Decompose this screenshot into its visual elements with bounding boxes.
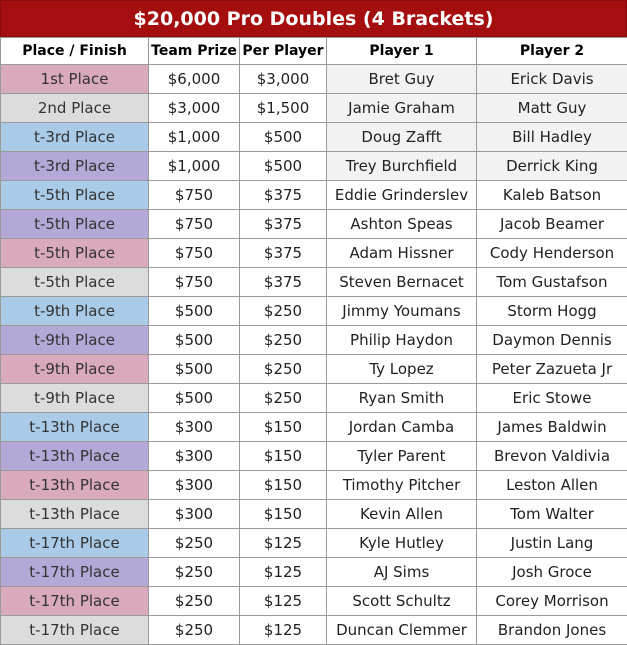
per-player-cell: $125 bbox=[240, 587, 327, 616]
per-player-cell: $150 bbox=[240, 471, 327, 500]
player-2-cell: Kaleb Batson bbox=[477, 181, 627, 210]
player-1-cell: Philip Haydon bbox=[327, 326, 477, 355]
player-1-cell: Scott Schultz bbox=[327, 587, 477, 616]
results-body bbox=[1, 65, 627, 645]
per-player-cell: $150 bbox=[240, 500, 327, 529]
place-cell: t-5th Place bbox=[1, 210, 149, 239]
place-cell: t-17th Place bbox=[1, 529, 149, 558]
per-player-cell: $150 bbox=[240, 442, 327, 471]
table-row bbox=[1, 152, 627, 181]
player-2-cell: Justin Lang bbox=[477, 529, 627, 558]
per-player-cell: $500 bbox=[240, 152, 327, 181]
player-1-cell: Ryan Smith bbox=[327, 384, 477, 413]
place-cell: t-5th Place bbox=[1, 268, 149, 297]
player-2-cell: Erick Davis bbox=[477, 65, 627, 94]
player-1-cell: Bret Guy bbox=[327, 65, 477, 94]
place-cell: 1st Place bbox=[1, 65, 149, 94]
team-prize-cell: $250 bbox=[149, 558, 240, 587]
per-player-cell: $375 bbox=[240, 210, 327, 239]
place-cell: t-13th Place bbox=[1, 413, 149, 442]
player-1-cell: AJ Sims bbox=[327, 558, 477, 587]
team-prize-cell: $1,000 bbox=[149, 152, 240, 181]
table-row bbox=[1, 326, 627, 355]
place-cell: t-9th Place bbox=[1, 326, 149, 355]
table-row bbox=[1, 616, 627, 645]
player-1-cell: Adam Hissner bbox=[327, 239, 477, 268]
player-2-cell: Cody Henderson bbox=[477, 239, 627, 268]
player-1-cell: Jamie Graham bbox=[327, 94, 477, 123]
table-row bbox=[1, 529, 627, 558]
team-prize-cell: $3,000 bbox=[149, 94, 240, 123]
table-row bbox=[1, 65, 627, 94]
per-player-cell: $1,500 bbox=[240, 94, 327, 123]
player-2-cell: Tom Gustafson bbox=[477, 268, 627, 297]
player-1-cell: Jordan Camba bbox=[327, 413, 477, 442]
team-prize-cell: $6,000 bbox=[149, 65, 240, 94]
team-prize-cell: $500 bbox=[149, 297, 240, 326]
player-1-cell: Trey Burchfield bbox=[327, 152, 477, 181]
player-2-cell: Brevon Valdivia bbox=[477, 442, 627, 471]
team-prize-cell: $500 bbox=[149, 355, 240, 384]
table-row bbox=[1, 123, 627, 152]
team-prize-cell: $300 bbox=[149, 500, 240, 529]
team-prize-cell: $300 bbox=[149, 413, 240, 442]
team-prize-cell: $750 bbox=[149, 181, 240, 210]
player-1-cell: Ty Lopez bbox=[327, 355, 477, 384]
per-player-cell: $375 bbox=[240, 239, 327, 268]
team-prize-cell: $500 bbox=[149, 326, 240, 355]
player-2-cell: Tom Walter bbox=[477, 500, 627, 529]
player-2-cell: Matt Guy bbox=[477, 94, 627, 123]
team-prize-cell: $250 bbox=[149, 529, 240, 558]
per-player-cell: $125 bbox=[240, 558, 327, 587]
per-player-cell: $500 bbox=[240, 123, 327, 152]
player-1-cell: Tyler Parent bbox=[327, 442, 477, 471]
table-row bbox=[1, 94, 627, 123]
team-prize-cell: $250 bbox=[149, 616, 240, 645]
place-cell: t-17th Place bbox=[1, 558, 149, 587]
header-place: Place / Finish bbox=[1, 38, 149, 65]
sheet-title: $20,000 Pro Doubles (4 Brackets) bbox=[0, 0, 627, 37]
player-2-cell: Peter Zazueta Jr bbox=[477, 355, 627, 384]
table-row bbox=[1, 268, 627, 297]
place-cell: t-5th Place bbox=[1, 181, 149, 210]
player-2-cell: Brandon Jones bbox=[477, 616, 627, 645]
player-2-cell: Bill Hadley bbox=[477, 123, 627, 152]
player-2-cell: Josh Groce bbox=[477, 558, 627, 587]
player-2-cell: Daymon Dennis bbox=[477, 326, 627, 355]
player-1-cell: Duncan Clemmer bbox=[327, 616, 477, 645]
player-1-cell: Steven Bernacet bbox=[327, 268, 477, 297]
player-1-cell: Jimmy Youmans bbox=[327, 297, 477, 326]
header-team-prize: Team Prize bbox=[149, 38, 240, 65]
place-cell: t-9th Place bbox=[1, 297, 149, 326]
header-row bbox=[1, 38, 627, 65]
place-cell: t-9th Place bbox=[1, 384, 149, 413]
player-1-cell: Kevin Allen bbox=[327, 500, 477, 529]
place-cell: t-13th Place bbox=[1, 500, 149, 529]
header-per-player: Per Player bbox=[240, 38, 327, 65]
team-prize-cell: $300 bbox=[149, 442, 240, 471]
team-prize-cell: $750 bbox=[149, 268, 240, 297]
table-row bbox=[1, 210, 627, 239]
team-prize-cell: $750 bbox=[149, 210, 240, 239]
team-prize-cell: $250 bbox=[149, 587, 240, 616]
player-1-cell: Timothy Pitcher bbox=[327, 471, 477, 500]
player-2-cell: Jacob Beamer bbox=[477, 210, 627, 239]
team-prize-cell: $750 bbox=[149, 239, 240, 268]
table-row bbox=[1, 355, 627, 384]
table-row bbox=[1, 442, 627, 471]
place-cell: t-3rd Place bbox=[1, 123, 149, 152]
table-row bbox=[1, 297, 627, 326]
place-cell: t-13th Place bbox=[1, 442, 149, 471]
table-row bbox=[1, 558, 627, 587]
table-row bbox=[1, 413, 627, 442]
per-player-cell: $250 bbox=[240, 355, 327, 384]
player-2-cell: Leston Allen bbox=[477, 471, 627, 500]
player-2-cell: James Baldwin bbox=[477, 413, 627, 442]
table-row bbox=[1, 471, 627, 500]
place-cell: t-13th Place bbox=[1, 471, 149, 500]
player-2-cell: Eric Stowe bbox=[477, 384, 627, 413]
team-prize-cell: $300 bbox=[149, 471, 240, 500]
player-2-cell: Derrick King bbox=[477, 152, 627, 181]
per-player-cell: $250 bbox=[240, 384, 327, 413]
per-player-cell: $3,000 bbox=[240, 65, 327, 94]
per-player-cell: $150 bbox=[240, 413, 327, 442]
table-row bbox=[1, 239, 627, 268]
team-prize-cell: $1,000 bbox=[149, 123, 240, 152]
results-table bbox=[0, 37, 627, 645]
table-row bbox=[1, 587, 627, 616]
team-prize-cell: $500 bbox=[149, 384, 240, 413]
per-player-cell: $375 bbox=[240, 268, 327, 297]
place-cell: t-5th Place bbox=[1, 239, 149, 268]
table-row bbox=[1, 384, 627, 413]
place-cell: t-17th Place bbox=[1, 616, 149, 645]
per-player-cell: $250 bbox=[240, 297, 327, 326]
header-player-2: Player 2 bbox=[477, 38, 627, 65]
header-player-1: Player 1 bbox=[327, 38, 477, 65]
place-cell: t-17th Place bbox=[1, 587, 149, 616]
place-cell: t-3rd Place bbox=[1, 152, 149, 181]
place-cell: 2nd Place bbox=[1, 94, 149, 123]
table-row bbox=[1, 181, 627, 210]
player-1-cell: Eddie Grinderslev bbox=[327, 181, 477, 210]
player-1-cell: Ashton Speas bbox=[327, 210, 477, 239]
per-player-cell: $125 bbox=[240, 529, 327, 558]
per-player-cell: $250 bbox=[240, 326, 327, 355]
player-1-cell: Kyle Hutley bbox=[327, 529, 477, 558]
player-1-cell: Doug Zafft bbox=[327, 123, 477, 152]
player-2-cell: Storm Hogg bbox=[477, 297, 627, 326]
table-row bbox=[1, 500, 627, 529]
place-cell: t-9th Place bbox=[1, 355, 149, 384]
per-player-cell: $375 bbox=[240, 181, 327, 210]
per-player-cell: $125 bbox=[240, 616, 327, 645]
player-2-cell: Corey Morrison bbox=[477, 587, 627, 616]
